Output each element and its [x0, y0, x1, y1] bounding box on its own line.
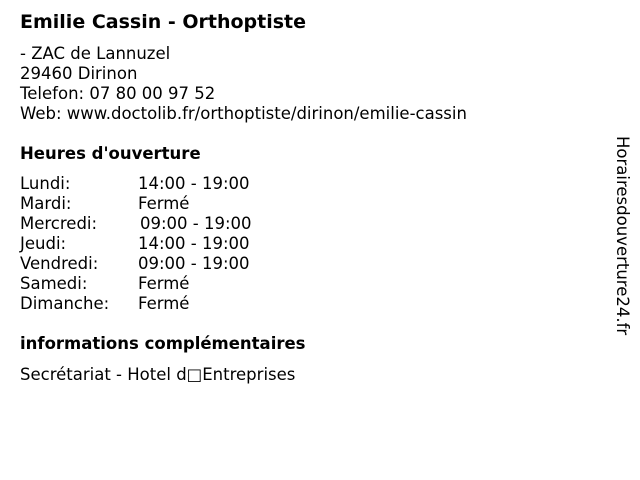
phone-number: Telefon: 07 80 00 97 52: [20, 84, 216, 103]
hours-day: Mardi:: [20, 194, 72, 213]
hours-time: 14:00 - 19:00: [138, 174, 250, 193]
hours-time: 09:00 - 19:00: [140, 214, 252, 233]
address-city: 29460 Dirinon: [20, 64, 138, 83]
hours-day: Vendredi:: [20, 254, 99, 273]
site-watermark: Horairesdouverture24.fr: [613, 136, 632, 336]
hours-day: Dimanche:: [20, 294, 110, 313]
hours-time: 09:00 - 19:00: [138, 254, 250, 273]
hours-time: Fermé: [138, 274, 190, 293]
hours-day: Mercredi:: [20, 214, 98, 233]
info-text: Secrétariat - Hotel d□Entreprises: [20, 365, 296, 384]
hours-time: 14:00 - 19:00: [138, 234, 250, 253]
hours-day: Samedi:: [20, 274, 88, 293]
hours-time: Fermé: [138, 194, 190, 213]
hours-time: Fermé: [138, 294, 190, 313]
page-title: Emilie Cassin - Orthoptiste: [20, 11, 307, 33]
website-link[interactable]: Web: www.doctolib.fr/orthoptiste/dirinon/emilie-cassin: [20, 104, 467, 123]
info-heading: informations complémentaires: [20, 334, 306, 353]
hours-heading: Heures d'ouverture: [20, 144, 201, 163]
hours-day: Jeudi:: [20, 234, 67, 253]
hours-day: Lundi:: [20, 174, 71, 193]
address-block: [20, 44, 467, 124]
address-street: - ZAC de Lannuzel: [20, 44, 171, 63]
